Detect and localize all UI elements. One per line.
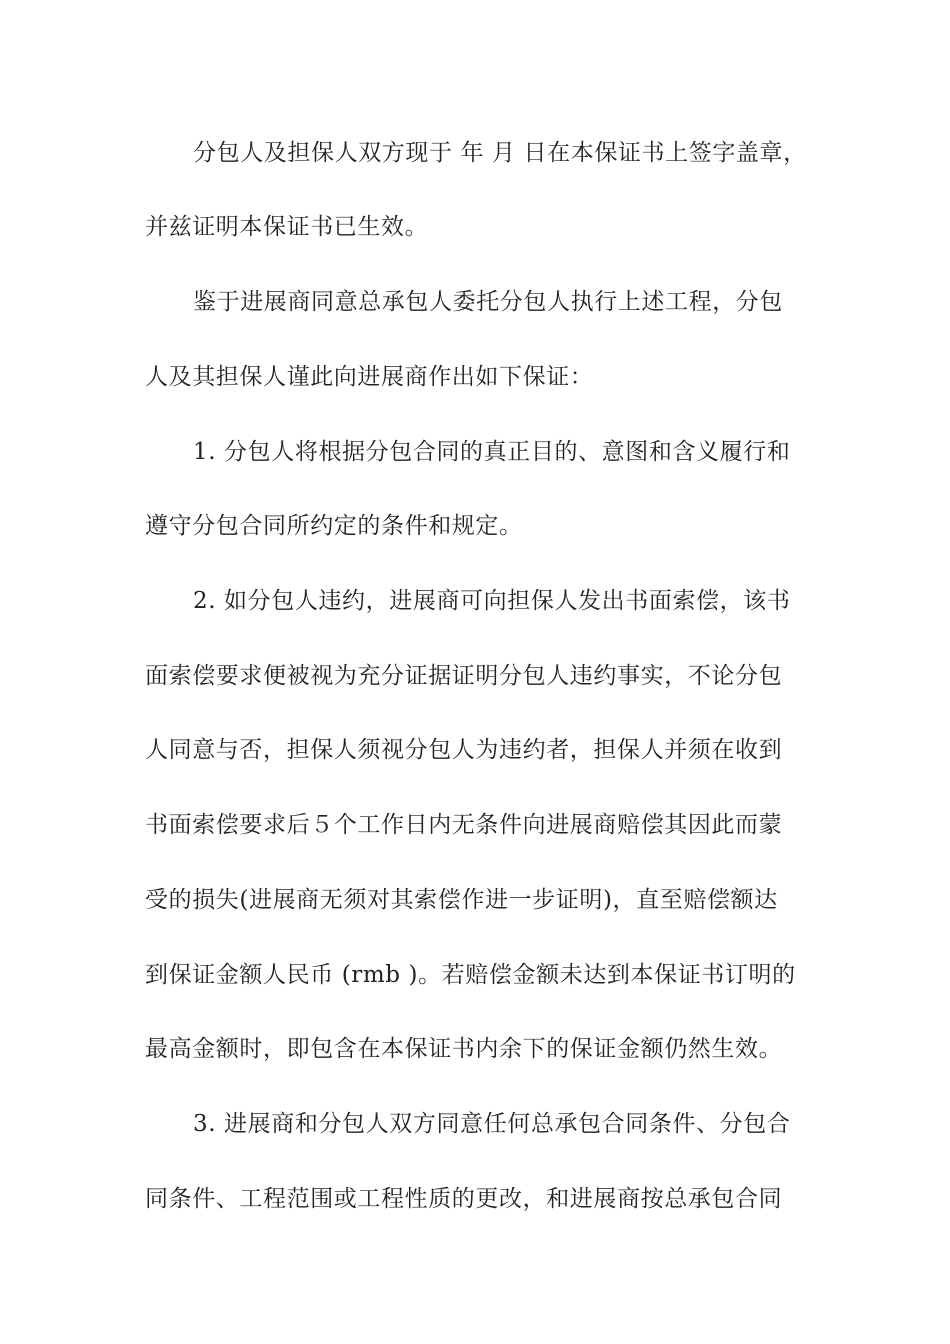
list-item-line: 人同意与否，担保人须视分包人为违约者，担保人并须在收到 [145, 737, 783, 763]
list-item-line: 2. 如分包人违约，进展商可向担保人发出书面索偿，该书 [193, 588, 791, 614]
list-item-line: 遵守分包合同所约定的条件和规定。 [145, 513, 523, 539]
list-item-line: 同条件、工程范围或工程性质的更改，和进展商按总承包合同 [145, 1186, 783, 1212]
list-item-line: 最高金额时，即包含在本保证书内余下的保证金额仍然生效。 [145, 1036, 783, 1062]
list-item-line: 3. 进展商和分包人双方同意任何总承包合同条件、分包合 [193, 1111, 791, 1137]
paragraph-line: 分包人及担保人双方现于 年 月 日在本保证书上签字盖章， [193, 140, 807, 166]
paragraph-line: 人及其担保人谨此向进展商作出如下保证： [145, 364, 594, 390]
list-item-line: 到保证金额人民币 (rmb )。若赔偿金额未达到本保证书订明的 [145, 962, 796, 988]
list-item-line: 1. 分包人将根据分包合同的真正目的、意图和含义履行和 [193, 439, 791, 465]
list-item-line: 面索偿要求便被视为充分证据证明分包人违约事实，不论分包 [145, 663, 783, 689]
paragraph-line: 并兹证明本保证书已生效。 [145, 214, 429, 240]
list-item-line: 受的损失(进展商无须对其索偿作进一步证明)，直至赔偿额达 [145, 887, 778, 913]
paragraph-line: 鉴于进展商同意总承包人委托分包人执行上述工程，分包 [193, 289, 783, 315]
list-item-line: 书面索偿要求后５个工作日内无条件向进展商赔偿其因此而蒙 [145, 812, 783, 838]
